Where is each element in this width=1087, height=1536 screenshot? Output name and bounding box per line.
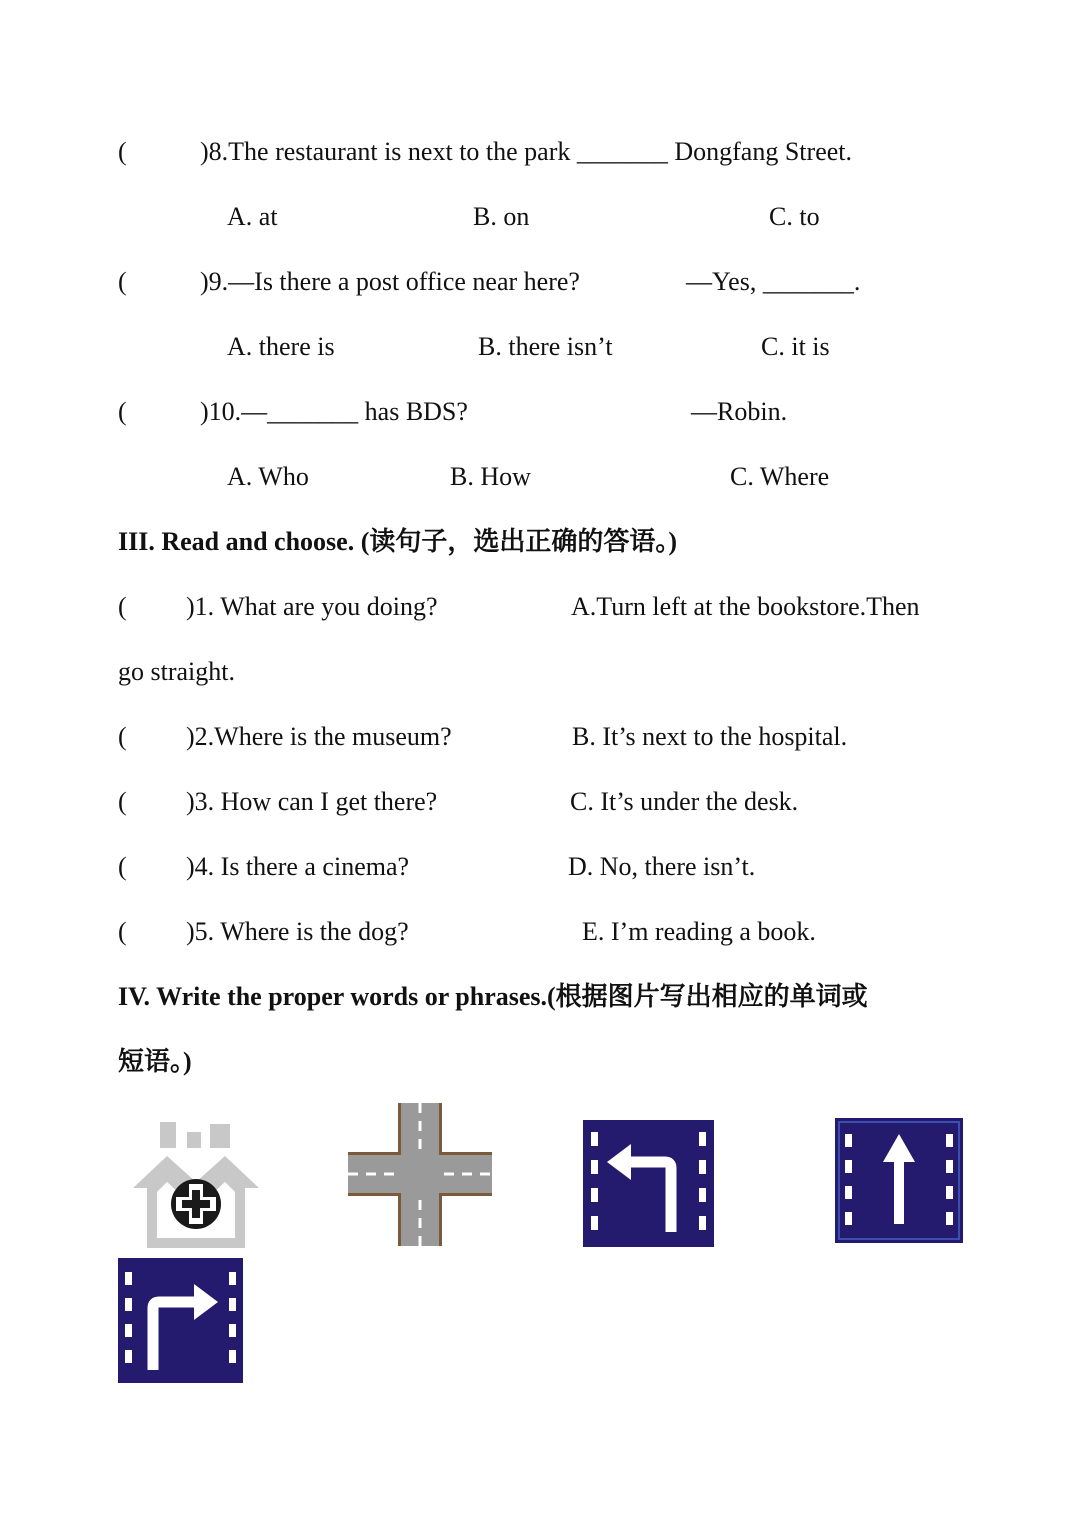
match-answer-continued: go straight.	[118, 657, 235, 686]
option-a: A. there is	[227, 332, 335, 361]
answer-paren[interactable]: (	[118, 592, 127, 621]
hospital-icon	[133, 1122, 259, 1248]
turn-right-sign-icon	[118, 1258, 243, 1383]
answer-paren[interactable]: (	[118, 722, 127, 751]
section-4-heading: IV. Write the proper words or phrases.(根据图片写出相应的单词或	[118, 982, 868, 1011]
answer-paren[interactable]: (	[118, 917, 127, 946]
option-b: B. on	[473, 202, 530, 231]
answer-paren[interactable]: (	[118, 267, 127, 296]
option-a: A. Who	[227, 462, 309, 491]
answer-paren[interactable]: (	[118, 852, 127, 881]
match-answer: A.Turn left at the bookstore.Then	[571, 592, 920, 621]
answer-paren[interactable]: (	[118, 397, 127, 426]
crossing-icon	[348, 1103, 492, 1246]
match-answer: B. It’s next to the hospital.	[572, 722, 848, 751]
answer-paren[interactable]: (	[118, 787, 127, 816]
match-answer: C. It’s under the desk.	[570, 787, 799, 816]
section-4-heading-continued: 短语。)	[118, 1047, 192, 1076]
match-question: )4. Is there a cinema?	[186, 852, 410, 881]
option-b: B. How	[450, 462, 531, 491]
match-question: )3. How can I get there?	[186, 787, 438, 816]
option-b: B. there isn’t	[478, 332, 613, 361]
option-c: C. to	[769, 202, 820, 231]
question-reply: —Yes, _______.	[686, 267, 861, 296]
question-stem: )8.The restaurant is next to the park _______ Dongfang Street.	[200, 137, 852, 166]
section-3-heading: III. Read and choose. (读句子，选出正确的答语。)	[118, 527, 678, 556]
go-straight-sign-icon	[835, 1118, 963, 1243]
answer-paren[interactable]: (	[118, 137, 127, 166]
match-question: )2.Where is the museum?	[186, 722, 452, 751]
question-reply: —Robin.	[691, 397, 788, 426]
question-stem: )10.—_______ has BDS?	[200, 397, 468, 426]
option-c: C. Where	[730, 462, 830, 491]
match-question: )5. Where is the dog?	[186, 917, 409, 946]
match-question: )1. What are you doing?	[186, 592, 438, 621]
match-answer: D. No, there isn’t.	[568, 852, 756, 881]
question-stem: )9.—Is there a post office near here?	[200, 267, 580, 296]
option-c: C. it is	[761, 332, 830, 361]
turn-left-sign-icon	[583, 1120, 714, 1247]
match-answer: E. I’m reading a book.	[582, 917, 816, 946]
option-a: A. at	[227, 202, 278, 231]
